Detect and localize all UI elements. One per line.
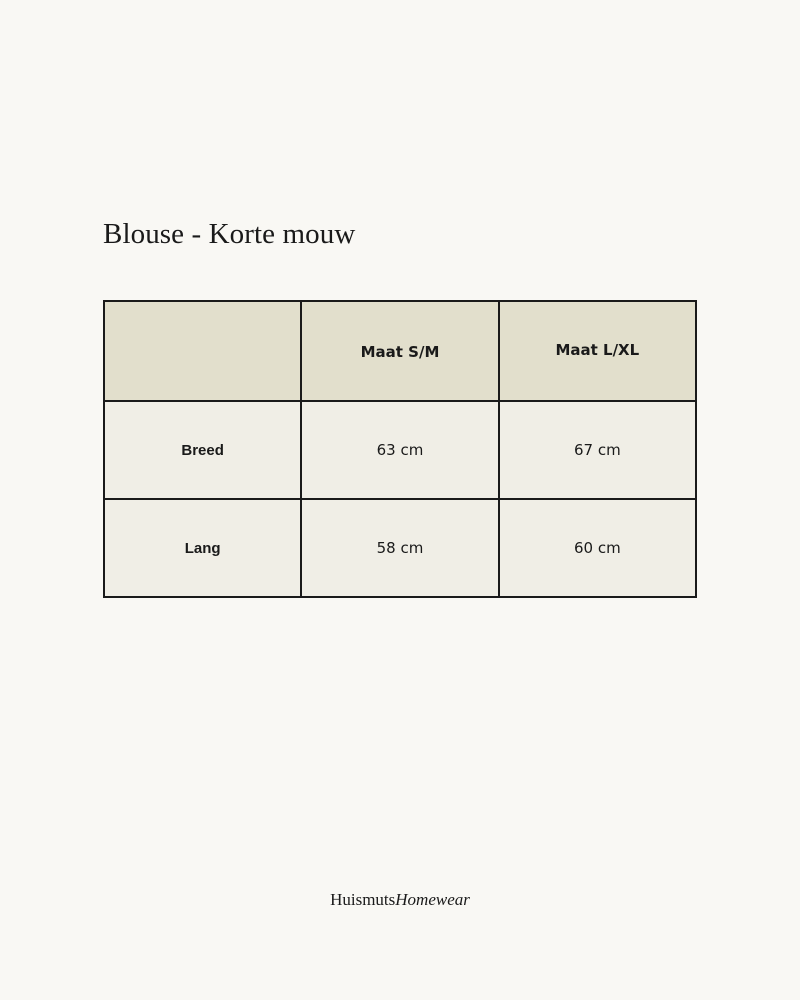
size-chart-table [103, 300, 697, 598]
table-cell: 63 cm [301, 401, 498, 499]
brand-footer [0, 890, 800, 910]
table-cell: 60 cm [499, 499, 696, 597]
brand-name: Huismuts [330, 890, 396, 909]
table-cell: 67 cm [499, 401, 696, 499]
table-row [104, 401, 696, 499]
row-label-lang: Lang [104, 499, 301, 597]
row-label-breed: Breed [104, 401, 301, 499]
table-corner-cell [104, 301, 301, 401]
table-cell: 58 cm [301, 499, 498, 597]
table-row [104, 499, 696, 597]
column-header-s-m: Maat S/M [301, 301, 498, 401]
table-header-row [104, 301, 696, 401]
page-title: Blouse - Korte mouw [103, 218, 356, 250]
brand-tagline: Homewear [395, 890, 470, 909]
column-header-l-xl: Maat L/XL [499, 301, 696, 401]
